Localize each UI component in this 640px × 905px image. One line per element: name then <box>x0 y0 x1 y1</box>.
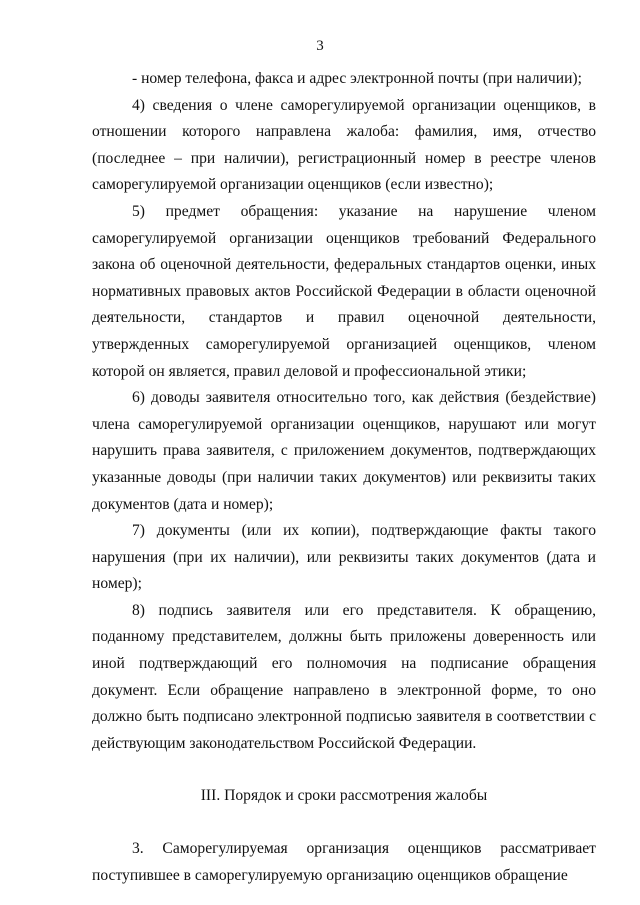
paragraph-contact-details: - номер телефона, факса и адрес электронной почты (при наличии); <box>132 70 582 87</box>
document-body <box>92 66 596 889</box>
page-number: 3 <box>316 38 324 54</box>
paragraph-section-3: 3. Саморегулируемая организация оценщиков рассматривает поступившее в саморегулируемую организацию оценщиков обращение <box>92 840 596 884</box>
section-heading: III. Порядок и сроки рассмотрения жалобы <box>200 787 488 805</box>
paragraph-item-8: 8) подпись заявителя или его представителя. К обращению, поданному представителем, должны быть приложены доверенность или иной подтверждающий его полномочия на подписание обращения документ. Если обращение направлено в электронной форме, то оно должно быть подписано электронной подписью заявителя в соответствии с действующим законодательством Российской Федерации. <box>92 601 596 752</box>
paragraph-item-5: 5) предмет обращения: указание на нарушение членом саморегулируемой организации оценщиков требований Федерального закона об оценочной деятельности, федеральных стандартов оценки, иных нормативных правовых актов Российской Федерации в области оценочной деятельности, стандартов и правил оценочной деятельности, утвержденных саморегулируемой организацией оценщиков, членом которой он является, правил деловой и профессиональной этики; <box>92 202 596 380</box>
paragraph-item-7: 7) документы (или их копии), подтверждающие факты такого нарушения (при их наличии), или реквизиты таких документов (дата и номер); <box>92 522 596 593</box>
paragraph-item-4: 4) сведения о члене саморегулируемой организации оценщиков, в отношении которого направлена жалоба: фамилия, имя, отчество (последнее – при наличии), регистрационный номер в реестре членов саморегулируемой организации оценщиков (если известно); <box>92 96 596 194</box>
paragraph-item-6: 6) доводы заявителя относительно того, как действия (бездействие) члена саморегулируемой организации оценщиков, нарушают или могут нарушить права заявителя, с приложением документов, подтверждающих указанные доводы (при наличии таких документов) или реквизиты таких документов (дата и номер); <box>92 389 596 513</box>
